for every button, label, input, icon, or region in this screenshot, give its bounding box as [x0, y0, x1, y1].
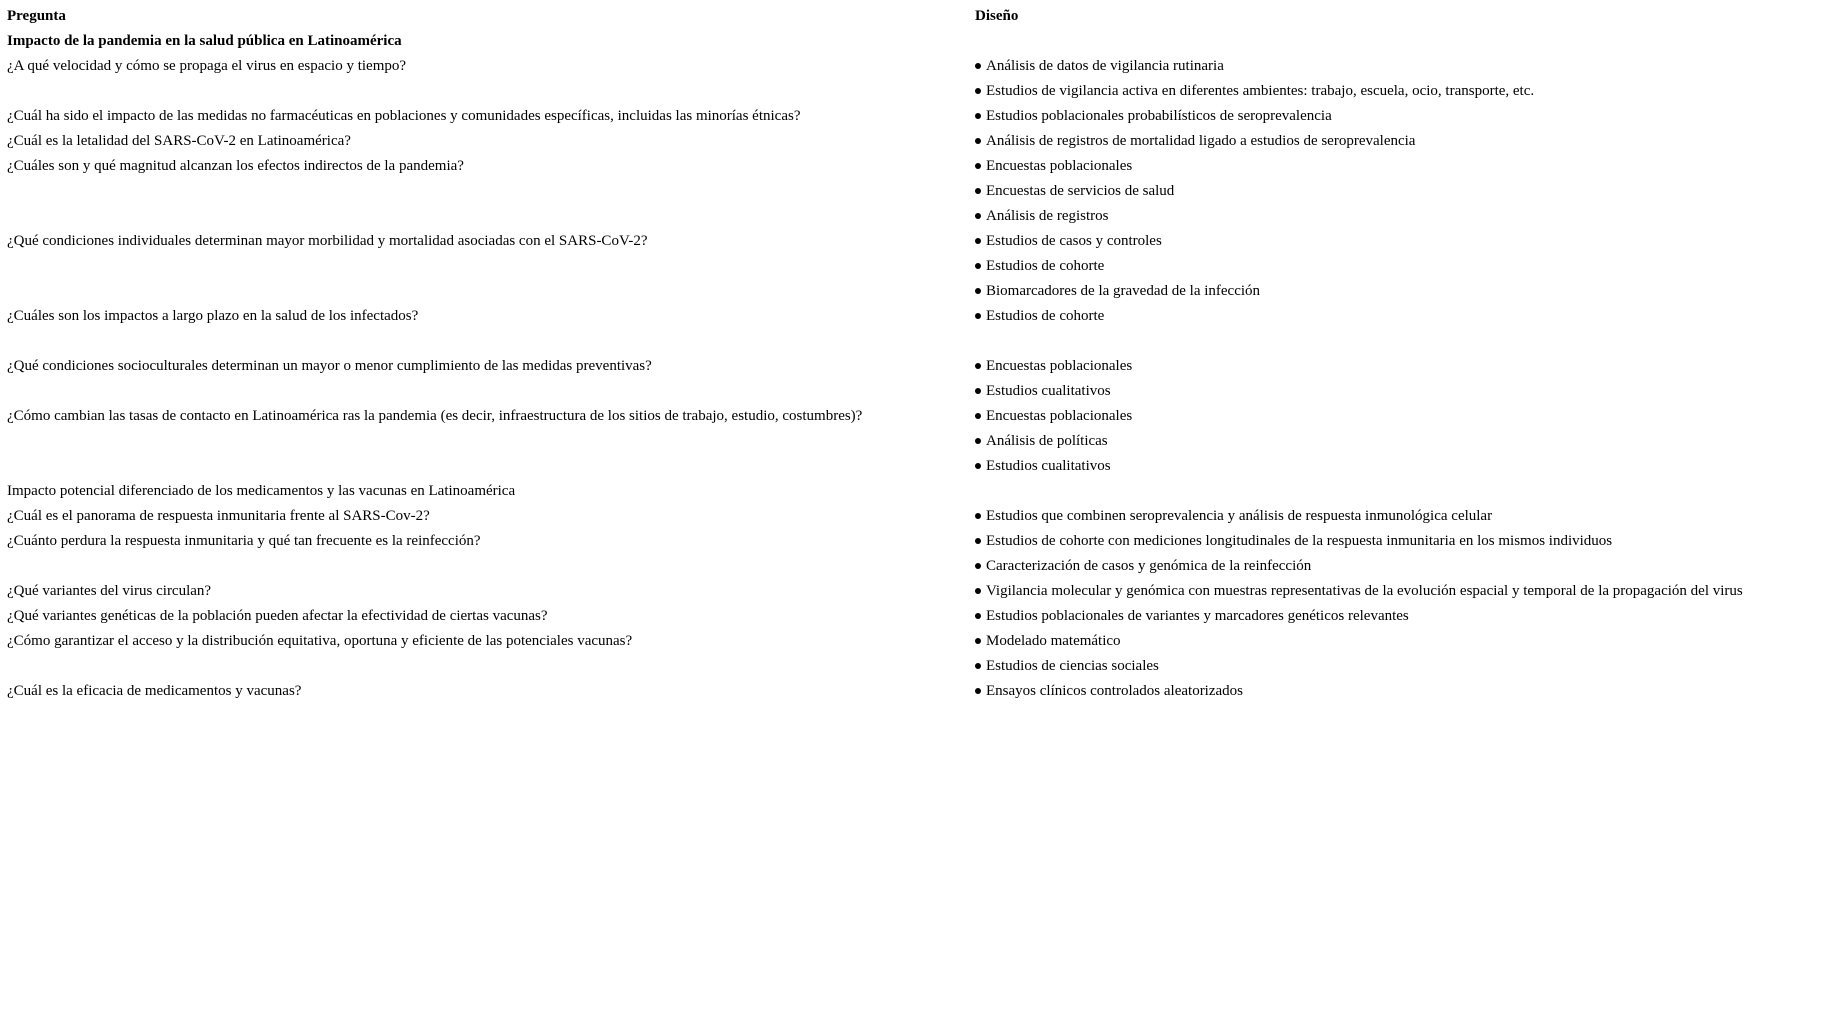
design-item [975, 129, 1415, 154]
bullet-icon [975, 513, 981, 519]
question-cell: ¿Cómo garantizar el acceso y la distribución equitativa, oportuna y eficiente de las potenciales vacunas? [7, 633, 633, 649]
table-row [7, 479, 1743, 504]
table-row [7, 579, 1743, 604]
question-cell: ¿Qué variantes del virus circulan? [7, 583, 212, 599]
question-cell: ¿Cuánto perdura la respuesta inmunitaria y qué tan frecuente es la reinfección? [7, 533, 481, 549]
empty-cell [7, 429, 975, 454]
bullet-icon [975, 413, 981, 419]
table-row [7, 29, 1743, 54]
design-item [975, 379, 1111, 404]
table-row [7, 679, 1743, 704]
design-text: Encuestas poblacionales [986, 358, 1133, 374]
question-cell: ¿Cuál es la eficacia de medicamentos y vacunas? [7, 683, 302, 699]
design-text: Análisis de registros [986, 208, 1109, 224]
question-cell: ¿Cómo cambian las tasas de contacto en Latinoamérica ras la pandemia (es decir, infraestructura de los sitios de trabajo, estudio, costumbres)? [7, 408, 863, 424]
table-row [7, 304, 1743, 329]
table-row [7, 604, 1743, 629]
empty-cell [7, 379, 975, 404]
bullet-icon [975, 688, 981, 694]
table-row [7, 379, 1743, 404]
design-text: Modelado matemático [986, 633, 1121, 649]
empty-cell [7, 254, 975, 279]
design-text: Vigilancia molecular y genómica con muestras representativas de la evolución espacial y temporal de la propagación del virus [986, 583, 1743, 599]
bullet-icon [975, 263, 981, 269]
design-item [975, 404, 1132, 429]
table-row [7, 229, 1743, 254]
table-row [7, 329, 1743, 354]
table-row [7, 279, 1743, 304]
design-item [975, 254, 1104, 279]
design-item [975, 554, 1311, 579]
table-row [7, 79, 1743, 104]
question-cell: ¿Cuál es el panorama de respuesta inmunitaria frente al SARS-Cov-2? [7, 508, 430, 524]
table-row [7, 504, 1743, 529]
bullet-icon [975, 663, 981, 669]
bullet-icon [975, 138, 981, 144]
bullet-icon [975, 238, 981, 244]
bullet-icon [975, 588, 981, 594]
design-item [975, 654, 1159, 679]
bullet-icon [975, 388, 981, 394]
design-text: Estudios poblacionales de variantes y marcadores genéticos relevantes [986, 608, 1409, 624]
empty-cell [7, 204, 975, 229]
design-text: Encuestas poblacionales [986, 408, 1133, 424]
question-cell: ¿Qué condiciones socioculturales determinan un mayor o menor cumplimiento de las medidas preventivas? [7, 358, 652, 374]
bullet-icon [975, 63, 981, 69]
bullet-icon [975, 438, 981, 444]
question-cell: ¿Cuáles son y qué magnitud alcanzan los efectos indirectos de la pandemia? [7, 158, 464, 174]
question-cell: ¿Cuál es la letalidad del SARS-CoV-2 en Latinoamérica? [7, 133, 351, 149]
design-item [975, 229, 1162, 254]
design-item [975, 54, 1224, 79]
design-text: Estudios de cohorte [986, 258, 1105, 274]
design-item [975, 304, 1104, 329]
bullet-icon [975, 563, 981, 569]
empty-cell [7, 554, 975, 579]
bullet-icon [975, 213, 981, 219]
table-row [7, 179, 1743, 204]
design-text: Encuestas poblacionales [986, 158, 1133, 174]
table-row [7, 454, 1743, 479]
design-text: Estudios cualitativos [986, 383, 1111, 399]
question-cell: ¿A qué velocidad y cómo se propaga el virus en espacio y tiempo? [7, 58, 407, 74]
header-design: Diseño [975, 8, 1019, 24]
empty-cell [7, 179, 975, 204]
bullet-icon [975, 188, 981, 194]
table-header [7, 4, 1743, 29]
question-cell: Impacto de la pandemia en la salud pública en Latinoamérica [7, 33, 402, 49]
design-text: Estudios poblacionales probabilísticos de seroprevalencia [986, 108, 1332, 124]
design-text: Estudios de cohorte [986, 308, 1105, 324]
design-text: Análisis de datos de vigilancia rutinaria [986, 58, 1224, 74]
table-row [7, 204, 1743, 229]
design-text: Encuestas de servicios de salud [986, 183, 1175, 199]
table-row [7, 104, 1743, 129]
design-text: Caracterización de casos y genómica de la reinfección [986, 558, 1312, 574]
design-text: Estudios de cohorte con mediciones longitudinales de la respuesta inmunitaria en los mismos individuos [986, 533, 1613, 549]
design-item [975, 579, 1743, 604]
table-row [7, 354, 1743, 379]
question-cell: ¿Qué variantes genéticas de la población pueden afectar la efectividad de ciertas vacunas? [7, 608, 548, 624]
design-item [975, 354, 1132, 379]
design-text: Estudios de casos y controles [986, 233, 1162, 249]
table-row [7, 629, 1743, 654]
bullet-icon [975, 638, 981, 644]
design-item [975, 504, 1492, 529]
design-item [975, 629, 1121, 654]
design-text: Estudios de vigilancia activa en diferentes ambientes: trabajo, escuela, ocio, transporte, etc. [986, 83, 1535, 99]
design-item [975, 179, 1174, 204]
table-row [7, 54, 1743, 79]
header-question: Pregunta [7, 8, 66, 24]
design-text: Análisis de políticas [986, 433, 1108, 449]
table-row [7, 554, 1743, 579]
design-text: Análisis de registros de mortalidad ligado a estudios de seroprevalencia [986, 133, 1416, 149]
empty-cell [7, 279, 975, 304]
question-cell: Impacto potencial diferenciado de los medicamentos y las vacunas en Latinoamérica [7, 483, 516, 499]
design-text: Estudios de ciencias sociales [986, 658, 1159, 674]
table-body [7, 29, 1743, 704]
bullet-icon [975, 288, 981, 294]
design-item [975, 604, 1409, 629]
empty-cell [7, 654, 975, 679]
bullet-icon [975, 313, 981, 319]
design-item [975, 279, 1260, 304]
table-row [7, 404, 1743, 429]
question-cell: ¿Cuál ha sido el impacto de las medidas no farmacéuticas en poblaciones y comunidades específicas, incluidas las minorías étnicas? [7, 108, 801, 124]
design-text: Biomarcadores de la gravedad de la infección [986, 283, 1261, 299]
table-row [7, 429, 1743, 454]
bullet-icon [975, 88, 981, 94]
table-row [7, 154, 1743, 179]
bullet-icon [975, 463, 981, 469]
bullet-icon [975, 113, 981, 119]
design-text: Estudios que combinen seroprevalencia y análisis de respuesta inmunológica celular [986, 508, 1493, 524]
bullet-icon [975, 538, 981, 544]
design-item [975, 679, 1243, 704]
bullet-icon [975, 363, 981, 369]
research-table [7, 4, 1743, 704]
design-item [975, 154, 1132, 179]
table-row [7, 129, 1743, 154]
empty-cell [7, 454, 975, 479]
design-text: Ensayos clínicos controlados aleatorizados [986, 683, 1244, 699]
question-cell: ¿Cuáles son los impactos a largo plazo en la salud de los infectados? [7, 308, 419, 324]
bullet-icon [975, 163, 981, 169]
table-row [7, 654, 1743, 679]
question-cell: ¿Qué condiciones individuales determinan mayor morbilidad y mortalidad asociadas con el SARS-CoV-2? [7, 233, 648, 249]
empty-cell [7, 79, 975, 104]
design-item [975, 529, 1612, 554]
design-item [975, 454, 1111, 479]
table-row [7, 529, 1743, 554]
design-text: Estudios cualitativos [986, 458, 1111, 474]
design-item [975, 79, 1534, 104]
empty-cell [7, 329, 975, 354]
design-item [975, 204, 1108, 229]
bullet-icon [975, 613, 981, 619]
design-item [975, 429, 1108, 454]
design-item [975, 104, 1332, 129]
table-row [7, 254, 1743, 279]
